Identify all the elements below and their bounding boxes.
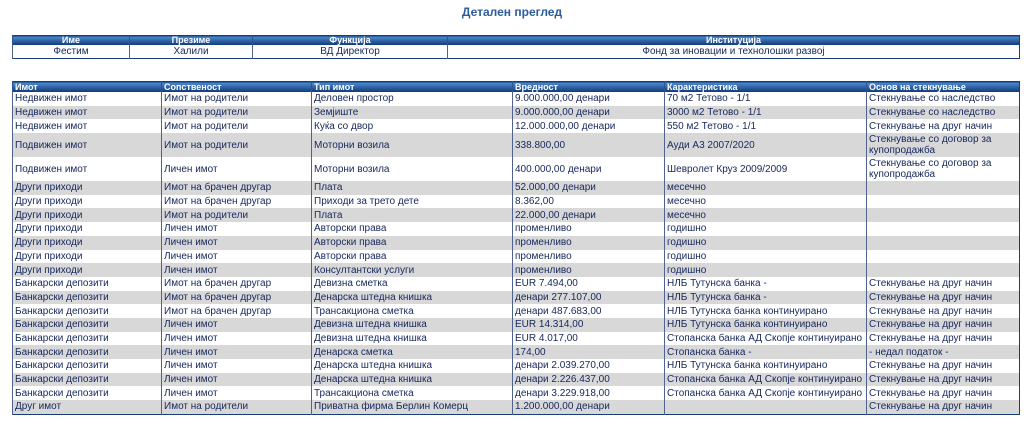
asset-category-cell: Други приходи: [13, 236, 162, 250]
asset-type-cell: Денарска штедна книшка: [312, 359, 513, 373]
acquisition-basis-cell: Стекнување на друг начин: [867, 291, 1020, 305]
asset-type-cell: Консултантски услуги: [312, 263, 513, 277]
acquisition-basis-cell: Стекнување со наследство: [867, 92, 1020, 106]
ownership-cell: Личен имот: [162, 332, 312, 346]
characteristic-cell: 550 м2 Тетово - 1/1: [665, 119, 867, 133]
assets-table: [12, 81, 1020, 415]
asset-category-cell: Други приходи: [13, 208, 162, 222]
asset-type-cell: Авторски права: [312, 222, 513, 236]
asset-category-cell: Банкарски депозити: [13, 386, 162, 400]
asset-category-cell: Банкарски депозити: [13, 304, 162, 318]
header-asset: Имот: [13, 82, 162, 93]
acquisition-basis-cell: Стекнување на друг начин: [867, 400, 1020, 414]
characteristic-cell: НЛБ Тутунска банка -: [665, 291, 867, 305]
value-cell: променливо: [513, 222, 665, 236]
ownership-cell: Имот на брачен другар: [162, 304, 312, 318]
asset-category-cell: Други приходи: [13, 195, 162, 209]
asset-row: [13, 106, 1020, 120]
asset-row: [13, 400, 1020, 414]
asset-type-cell: Авторски права: [312, 236, 513, 250]
characteristic-cell: месечно: [665, 181, 867, 195]
asset-row: [13, 181, 1020, 195]
asset-type-cell: Денарска сметка: [312, 345, 513, 359]
ownership-cell: Имот на родители: [162, 208, 312, 222]
asset-type-cell: Денарска штедна книшка: [312, 373, 513, 387]
acquisition-basis-cell: [867, 263, 1020, 277]
asset-row: [13, 263, 1020, 277]
asset-category-cell: Недвижен имот: [13, 92, 162, 106]
header-value: Вредност: [513, 82, 665, 93]
asset-row: [13, 318, 1020, 332]
value-cell: денари 2.226.437,00: [513, 373, 665, 387]
value-cell: 338.800,00: [513, 133, 665, 157]
value-cell: 174,00: [513, 345, 665, 359]
asset-type-cell: Приходи за трето дете: [312, 195, 513, 209]
value-cell: променливо: [513, 236, 665, 250]
asset-row: [13, 157, 1020, 181]
acquisition-basis-cell: Стекнување со договор за купопродажба: [867, 133, 1020, 157]
acquisition-basis-cell: Стекнување на друг начин: [867, 332, 1020, 346]
header-institution: Институција: [448, 36, 1020, 46]
asset-category-cell: Подвижен имот: [13, 133, 162, 157]
asset-category-cell: Банкарски депозити: [13, 345, 162, 359]
asset-category-cell: Други приходи: [13, 222, 162, 236]
ownership-cell: Личен имот: [162, 236, 312, 250]
characteristic-cell: НЛБ Тутунска банка континуирано: [665, 304, 867, 318]
person-table-header: [13, 36, 1020, 46]
asset-type-cell: Приватна фирма Берлин Комерц: [312, 400, 513, 414]
asset-category-cell: Подвижен имот: [13, 157, 162, 181]
acquisition-basis-cell: Стекнување со наследство: [867, 106, 1020, 120]
asset-row: [13, 119, 1020, 133]
value-cell: EUR 4.017,00: [513, 332, 665, 346]
header-characteristic: Карактеристика: [665, 82, 867, 93]
header-last-name: Презиме: [130, 36, 253, 46]
asset-type-cell: Деловен простор: [312, 92, 513, 106]
value-cell: EUR 7.494,00: [513, 277, 665, 291]
characteristic-cell: Стопанска банка АД Скопје континуирано: [665, 332, 867, 346]
asset-type-cell: Авторски права: [312, 250, 513, 264]
characteristic-cell: 70 м2 Тетово - 1/1: [665, 92, 867, 106]
header-asset-type: Тип имот: [312, 82, 513, 93]
asset-row: [13, 291, 1020, 305]
ownership-cell: Личен имот: [162, 250, 312, 264]
asset-type-cell: Девизна штедна книшка: [312, 318, 513, 332]
asset-row: [13, 250, 1020, 264]
ownership-cell: Имот на родители: [162, 133, 312, 157]
characteristic-cell: Ауди А3 2007/2020: [665, 133, 867, 157]
acquisition-basis-cell: - недал податок -: [867, 345, 1020, 359]
asset-row: [13, 92, 1020, 106]
characteristic-cell: НЛБ Тутунска банка континуирано: [665, 359, 867, 373]
asset-category-cell: Банкарски депозити: [13, 359, 162, 373]
value-cell: денари 487.683,00: [513, 304, 665, 318]
characteristic-cell: Стопанска банка АД Скопје континуирано: [665, 386, 867, 400]
acquisition-basis-cell: [867, 195, 1020, 209]
ownership-cell: Личен имот: [162, 318, 312, 332]
value-cell: денари 277.107,00: [513, 291, 665, 305]
ownership-cell: Имот на брачен другар: [162, 195, 312, 209]
value-cell: 22.000,00 денари: [513, 208, 665, 222]
asset-category-cell: Банкарски депозити: [13, 277, 162, 291]
asset-row: [13, 208, 1020, 222]
person-table: [12, 35, 1020, 59]
value-cell: EUR 14.314,00: [513, 318, 665, 332]
ownership-cell: Личен имот: [162, 359, 312, 373]
asset-row: [13, 304, 1020, 318]
asset-category-cell: Друг имот: [13, 400, 162, 414]
value-cell: 400.000,00 денари: [513, 157, 665, 181]
ownership-cell: Имот на родители: [162, 106, 312, 120]
asset-row: [13, 332, 1020, 346]
characteristic-cell: годишно: [665, 222, 867, 236]
person-row: [13, 45, 1020, 59]
acquisition-basis-cell: Стекнување на друг начин: [867, 359, 1020, 373]
value-cell: 12.000.000,00 денари: [513, 119, 665, 133]
acquisition-basis-cell: [867, 208, 1020, 222]
function-cell: ВД Директор: [253, 45, 448, 59]
asset-type-cell: Девизна штедна книшка: [312, 332, 513, 346]
characteristic-cell: [665, 400, 867, 414]
acquisition-basis-cell: Стекнување на друг начин: [867, 119, 1020, 133]
header-ownership: Сопственост: [162, 82, 312, 93]
asset-category-cell: Други приходи: [13, 181, 162, 195]
ownership-cell: Личен имот: [162, 222, 312, 236]
ownership-cell: Имот на родители: [162, 400, 312, 414]
asset-category-cell: Банкарски депозити: [13, 291, 162, 305]
asset-type-cell: Куќа со двор: [312, 119, 513, 133]
asset-category-cell: Банкарски депозити: [13, 318, 162, 332]
asset-row: [13, 133, 1020, 157]
asset-type-cell: Девизна сметка: [312, 277, 513, 291]
asset-category-cell: Недвижен имот: [13, 106, 162, 120]
asset-type-cell: Трансакциона сметка: [312, 304, 513, 318]
value-cell: променливо: [513, 263, 665, 277]
characteristic-cell: НЛБ Тутунска банка -: [665, 277, 867, 291]
asset-type-cell: Моторни возила: [312, 157, 513, 181]
acquisition-basis-cell: [867, 236, 1020, 250]
asset-category-cell: Други приходи: [13, 250, 162, 264]
ownership-cell: Личен имот: [162, 345, 312, 359]
asset-row: [13, 386, 1020, 400]
value-cell: 9.000.000,00 денари: [513, 92, 665, 106]
asset-type-cell: Плата: [312, 208, 513, 222]
acquisition-basis-cell: Стекнување на друг начин: [867, 277, 1020, 291]
acquisition-basis-cell: Стекнување со договор за купопродажба: [867, 157, 1020, 181]
asset-type-cell: Трансакциона сметка: [312, 386, 513, 400]
first-name-cell: Фестим: [13, 45, 130, 59]
ownership-cell: Имот на брачен другар: [162, 291, 312, 305]
value-cell: 8.362,00: [513, 195, 665, 209]
header-first-name: Име: [13, 36, 130, 46]
asset-row: [13, 195, 1020, 209]
asset-row: [13, 277, 1020, 291]
asset-category-cell: Банкарски депозити: [13, 332, 162, 346]
ownership-cell: Личен имот: [162, 386, 312, 400]
last-name-cell: Халили: [130, 45, 253, 59]
asset-row: [13, 359, 1020, 373]
ownership-cell: Личен имот: [162, 157, 312, 181]
institution-cell: Фонд за иновации и технолошки развој: [448, 45, 1020, 59]
ownership-cell: Имот на брачен другар: [162, 181, 312, 195]
characteristic-cell: месечно: [665, 195, 867, 209]
value-cell: денари 3.229.918,00: [513, 386, 665, 400]
characteristic-cell: годишно: [665, 250, 867, 264]
asset-type-cell: Моторни возила: [312, 133, 513, 157]
acquisition-basis-cell: [867, 250, 1020, 264]
characteristic-cell: Шевролет Круз 2009/2009: [665, 157, 867, 181]
acquisition-basis-cell: [867, 181, 1020, 195]
asset-row: [13, 373, 1020, 387]
value-cell: променливо: [513, 250, 665, 264]
characteristic-cell: НЛБ Тутунска банка континуирано: [665, 318, 867, 332]
acquisition-basis-cell: Стекнување на друг начин: [867, 318, 1020, 332]
characteristic-cell: годишно: [665, 236, 867, 250]
asset-row: [13, 222, 1020, 236]
assets-table-header: [13, 82, 1020, 93]
value-cell: 9.000.000,00 денари: [513, 106, 665, 120]
ownership-cell: Имот на брачен другар: [162, 277, 312, 291]
characteristic-cell: Стопанска банка АД Скопје континуирано: [665, 373, 867, 387]
acquisition-basis-cell: Стекнување на друг начин: [867, 373, 1020, 387]
asset-type-cell: Плата: [312, 181, 513, 195]
asset-row: [13, 345, 1020, 359]
acquisition-basis-cell: Стекнување на друг начин: [867, 386, 1020, 400]
acquisition-basis-cell: Стекнување на друг начин: [867, 304, 1020, 318]
value-cell: денари 2.039.270,00: [513, 359, 665, 373]
characteristic-cell: годишно: [665, 263, 867, 277]
asset-type-cell: Денарска штедна книшка: [312, 291, 513, 305]
asset-row: [13, 236, 1020, 250]
characteristic-cell: 3000 м2 Тетово - 1/1: [665, 106, 867, 120]
characteristic-cell: Стопанска банка -: [665, 345, 867, 359]
asset-category-cell: Други приходи: [13, 263, 162, 277]
header-function: Функција: [253, 36, 448, 46]
asset-category-cell: Недвижен имот: [13, 119, 162, 133]
asset-type-cell: Земјиште: [312, 106, 513, 120]
ownership-cell: Имот на родители: [162, 92, 312, 106]
ownership-cell: Имот на родители: [162, 119, 312, 133]
acquisition-basis-cell: [867, 222, 1020, 236]
ownership-cell: Личен имот: [162, 373, 312, 387]
value-cell: 1.200.000,00 денари: [513, 400, 665, 414]
characteristic-cell: месечно: [665, 208, 867, 222]
value-cell: 52.000,00 денари: [513, 181, 665, 195]
page-title: Детален преглед: [461, 5, 563, 19]
header-acquisition-basis: Основ на стекнување: [867, 82, 1020, 93]
asset-category-cell: Банкарски депозити: [13, 373, 162, 387]
ownership-cell: Личен имот: [162, 263, 312, 277]
